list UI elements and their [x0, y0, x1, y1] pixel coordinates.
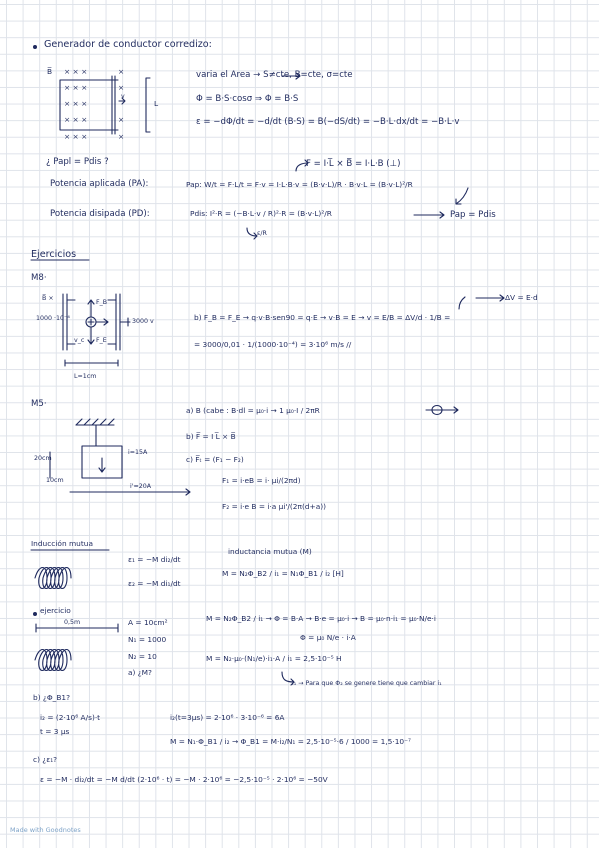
area-value: A = 10cm² — [128, 618, 168, 627]
x-row: × × × — [64, 67, 88, 76]
condition-text: varia el Area → S≠cte, B=cte, σ=cte — [196, 70, 353, 80]
induccion-heading: Inducción mutua — [31, 539, 93, 548]
arrow-3 — [247, 228, 257, 239]
m8-b-label: B̅ × — [42, 295, 54, 302]
m5-c: c) F̅ₜ = (F₁ − F₂) — [186, 455, 244, 464]
m5-a: a) B (cabe : B·dl = μ₀·i → 1 μ₀·I / 2πR — [186, 406, 320, 415]
m8-b-equation: b) F_B = F_E → q·v·B·sen90 = q·E → v·B = E → v = E/B = ΔV/d · 1/B = — [194, 313, 451, 322]
m8-result: = 3000/0,01 · 1/(1000·10⁻⁴) = 3·10⁶ m/s // — [194, 340, 352, 349]
n2-value: N₂ = 10 — [128, 652, 157, 661]
m5-label: M5· — [31, 399, 47, 409]
m-equation-3: M = N₁·Φ_B1 / i₂ → Φ_B1 = M·i₂/N₁ = 2,5·10⁻⁵·6 / 1000 = 1,5·10⁻⁷ — [170, 737, 411, 746]
emf-over-r: ε/R — [257, 230, 267, 237]
m5-b: b) F̅ = I L̅ × B̅ — [186, 432, 236, 441]
coil-1 — [35, 568, 71, 589]
x-row: × × × — [64, 115, 88, 124]
m8-length: L=1cm — [74, 373, 97, 380]
pa-label: Potencia aplicada (PA): — [50, 179, 149, 189]
question-a: a) ¿M? — [128, 668, 152, 677]
pa-equation: Pap: W/t = F·L/t = F·v = I·L·B·v = (B·v·L)/R · B·v·L = (B·v·L)²/R — [186, 180, 413, 189]
m8-fe-label: F_E — [96, 337, 107, 344]
ejercicios-heading: Ejercicios — [31, 249, 77, 260]
coil-2 — [35, 650, 71, 671]
m5-10cm: 10cm — [46, 477, 64, 484]
m-equation-2: M = N₂·μ₀·(N₁/e)·i₁·A / i₁ = 2,5·10⁻⁵ H — [206, 654, 342, 663]
x-row: × × × — [64, 83, 88, 92]
x-row: × × × — [64, 132, 88, 141]
force-equation: F = I·L̅ × B̅ = I·L·B (⊥) — [306, 159, 401, 169]
x-right: × — [118, 115, 125, 124]
pd-equation: Pdis: I²·R = (−B·L·v / R)²·R = (B·v·L)²/R — [190, 209, 332, 218]
x-right: × — [118, 67, 125, 76]
emf-1: ε₁ = −M di₂/dt — [128, 555, 181, 564]
emf-2: ε₂ = −M di₁/dt — [128, 579, 181, 588]
m8-voltage: 3000 v — [132, 318, 154, 325]
question-c: c) ¿ε₁? — [33, 755, 58, 764]
pd-label: Potencia disipada (PD): — [50, 209, 150, 219]
m5-20cm: 20cm — [34, 455, 52, 462]
bullet — [33, 612, 37, 616]
x-right: × — [118, 132, 125, 141]
m8-dv: ΔV = E·d — [505, 293, 538, 302]
i2-expression: i₂ = (2·10⁶ A/s)·t — [40, 713, 101, 722]
t-value: t = 3 μs — [40, 727, 70, 736]
m8-vc-label: v_c — [74, 337, 85, 344]
made-with-goodnotes: Made with Goodnotes — [10, 826, 81, 834]
ejercicio-heading: ejercicio — [40, 606, 71, 615]
power-result: Pap = Pdis — [450, 210, 496, 220]
emf-equation: ε = −dΦ/dt = −d/dt (B·S) = B(−dS/dt) = −B·L·dx/dt = −B·L·v — [196, 117, 460, 127]
m-equation-1: M = N₂Φ_B2 / i₁ → Φ = B·A → B·e = μ₀·i → B = μ₀·n·i₁ = μ₀·N/e·i — [206, 614, 436, 623]
emf-equation-final: ε = −M · di₂/dt = −M d/dt (2·10⁶ · t) = −M · 2·10⁶ = −2,5·10⁻⁵ · 2·10⁶ = −50V — [40, 775, 328, 784]
bullet — [33, 45, 37, 49]
x-row: × × × — [64, 99, 88, 108]
mutual-inductance-label: inductancia mutua (M) — [228, 547, 312, 556]
arrow-4 — [414, 212, 444, 218]
i2-value: i₂(t=3μs) = 2·10⁶ · 3·10⁻⁶ = 6A — [170, 713, 285, 722]
velocity-label: v — [121, 93, 125, 100]
x-right: × — [118, 83, 125, 92]
power-question: ¿ Papl = Pdis ? — [46, 157, 109, 167]
length-label: L — [154, 99, 159, 108]
arrow-5 — [456, 188, 468, 204]
m8-q-label: 1000 ·10⁻⁴ — [36, 315, 70, 322]
m5-i15: i=15A — [128, 449, 148, 456]
arrow-dv-2 — [459, 297, 465, 309]
question-b: b) ¿Φ_B1? — [33, 693, 71, 702]
m5-f1: F₁ = i·eB = i· μi/(2πd) — [222, 476, 301, 485]
note-text: i₁ → Para que Φ₂ se genere tiene que cambiar i₁ — [292, 680, 442, 687]
m5-f2: F₂ = i·e B = i·a μi'/(2π(d+a)) — [222, 502, 327, 511]
flux-equation: Φ = B·S·cosσ ⇒ Φ = B·S — [196, 94, 299, 104]
section-title: Generador de conductor corredizo: — [44, 39, 212, 50]
m8-label: M8· — [31, 273, 47, 283]
mutual-inductance-equation: M = N₂Φ_B2 / i₁ = N₁Φ_B1 / i₂ [H] — [222, 569, 344, 578]
coil-length: 0,5m — [64, 619, 81, 626]
m8-fb-label: F_B — [96, 299, 108, 306]
m5-wires-diagram — [50, 419, 190, 495]
bfield-icon — [426, 406, 458, 415]
phi-equation: Φ = μ₀ N/e · i·A — [300, 633, 356, 642]
m5-i20: i'=20A — [130, 483, 152, 490]
n1-value: N₁ = 1000 — [128, 635, 167, 644]
arrow-dv — [476, 295, 504, 301]
b-field-label: B̅ — [47, 67, 53, 76]
